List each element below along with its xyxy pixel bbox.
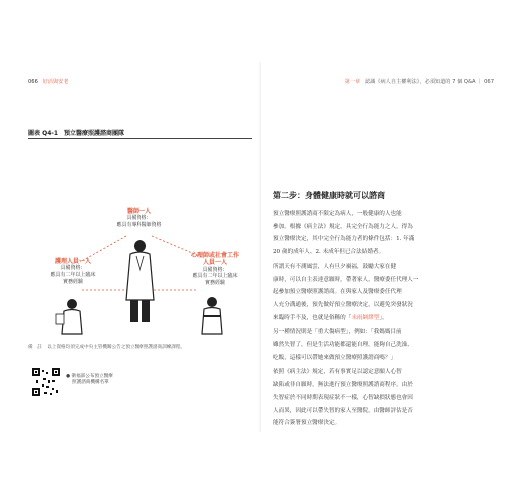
role-sw-qual-line2: 實務經驗 <box>204 280 225 286</box>
figure-illustration <box>28 140 252 336</box>
qr-caption-line1: ● 衛福部公布預立醫療 <box>66 374 113 379</box>
p4-line2: 缺陷或非自願時，無法進行預立醫療照護諮商程序。由於 <box>273 382 413 389</box>
role-sw-qual-line1: 應具有二年以上臨床 <box>192 273 238 280</box>
p4-line5: 能符合簽署預立醫療決定。 <box>273 420 341 427</box>
left-page-number: 066 <box>28 79 38 85</box>
role-nurse <box>38 258 108 285</box>
doctor-illustration <box>126 240 154 322</box>
body-text <box>273 208 493 432</box>
figure-title-rule <box>28 138 252 139</box>
role-doctor-qual: 應具有專科醫師資格 <box>116 222 162 228</box>
p2-line5: 來臨時手不及，也就是俗稱的「未雨綢繆型」。 <box>273 314 388 321</box>
role-nurse-qual-line1: 應具有二年以上臨床 <box>50 272 96 278</box>
p3-line3: 吃飯，這樣可以帶她來做預立醫療照護諮商嗎？」 <box>273 354 397 361</box>
p3-line1: 另一種情況則是「重大傷病型」，例如：「我媽媽目前 <box>273 329 402 336</box>
role-nurse-qual-label: 具備資格： <box>60 265 86 272</box>
p1-line3: 預立醫療決定，其中完全行為能力者的條件包括：1. 年滿 <box>273 236 415 243</box>
p1-line4: 20 歲的成年人、2. 未成年但已合法結婚者。 <box>273 249 385 256</box>
role-doctor-name: 醫師一人 <box>126 208 151 215</box>
p3-line2: 雖然失智了，但是生活功能都還能自理，能夠自己洗澡、 <box>273 342 413 349</box>
chapter-label: 第一章 <box>344 79 361 85</box>
qr-caption-line2: 照護諮商機構名單 <box>72 380 109 386</box>
p4-line3: 失智症於不同時期表現症狀不一樣，心智缺損狀態也會因 <box>273 394 413 401</box>
role-nurse-name: 護理人員一人 <box>54 258 91 265</box>
p4-line4: 人而異，因此可以帶失智的家人至醫院，由醫師評估是否 <box>273 407 413 414</box>
role-doctor-qual-label: 具備資格： <box>126 215 152 222</box>
paragraph-4 <box>273 366 493 430</box>
role-doctor <box>102 208 176 229</box>
nurse-illustration <box>56 299 82 334</box>
p2-line1: 所謂天有不測風雲，人有旦夕禍福，鼓勵大家在健 <box>273 263 397 270</box>
p4-line1: 依照《病主法》規定，若有事實足以認定意願人心智 <box>273 369 402 376</box>
role-sw-name-line2: 人員一人 <box>202 259 227 267</box>
role-social-worker <box>178 252 252 287</box>
paragraph-2 <box>273 261 493 325</box>
qr-code-icon <box>32 368 60 396</box>
highlight-term: 未雨綢繆型 <box>351 314 380 321</box>
left-section-title: 好活與安老 <box>42 79 69 85</box>
p1-line1: 預立醫療照護諮商不限定為病人，一般健康的人也能 <box>273 211 402 217</box>
role-sw-name-line1: 心理師或社會工作 <box>190 252 239 259</box>
left-page <box>18 62 261 432</box>
role-sw-qual-label: 具備資格： <box>202 266 228 273</box>
figure-note <box>28 344 252 350</box>
qr-caption <box>66 374 113 386</box>
book-spread <box>18 62 504 432</box>
social-worker-illustration <box>202 297 222 334</box>
figure-title: 圖表 Q4-1 預立醫療照護諮商團隊 <box>28 130 125 137</box>
p1-line2: 參加。根據《病主法》規定，具完全行為能力之人，得為 <box>273 223 413 230</box>
role-nurse-qual-line2: 實務經驗 <box>62 278 83 285</box>
p2-line3: 起參加預立醫療照護諮商。在與家人及醫療委任代理 <box>273 289 402 296</box>
p2-line2: 康時，可以自主表達意願時，帶著家人，醫療委任代理人一 <box>273 276 419 283</box>
left-running-head <box>28 78 69 85</box>
right-header-title: 認識《病人自主權利法》，必須知道的 7 個 Q&A <box>364 79 476 85</box>
p2-line4: 人充分溝通後，預先做好預立醫療決定，以避免突發狀況 <box>273 301 413 308</box>
note-text: 以上資格均須完成中央主管機關公告之預立醫療照護諮商訓練課程。 <box>47 345 186 350</box>
note-label: 備 註 <box>28 345 42 350</box>
right-page-number: 067 <box>484 79 494 85</box>
care-team-figure <box>28 140 252 336</box>
step-heading: 第二步：身體健康時就可以諮商 <box>273 190 385 200</box>
paragraph-3 <box>273 326 493 364</box>
right-running-head: 第一章 認識《病人自主權利法》，必須知道的 7 個 Q&A ｜ 067 <box>344 79 494 85</box>
paragraph-1 <box>273 208 493 259</box>
right-page <box>261 62 504 432</box>
